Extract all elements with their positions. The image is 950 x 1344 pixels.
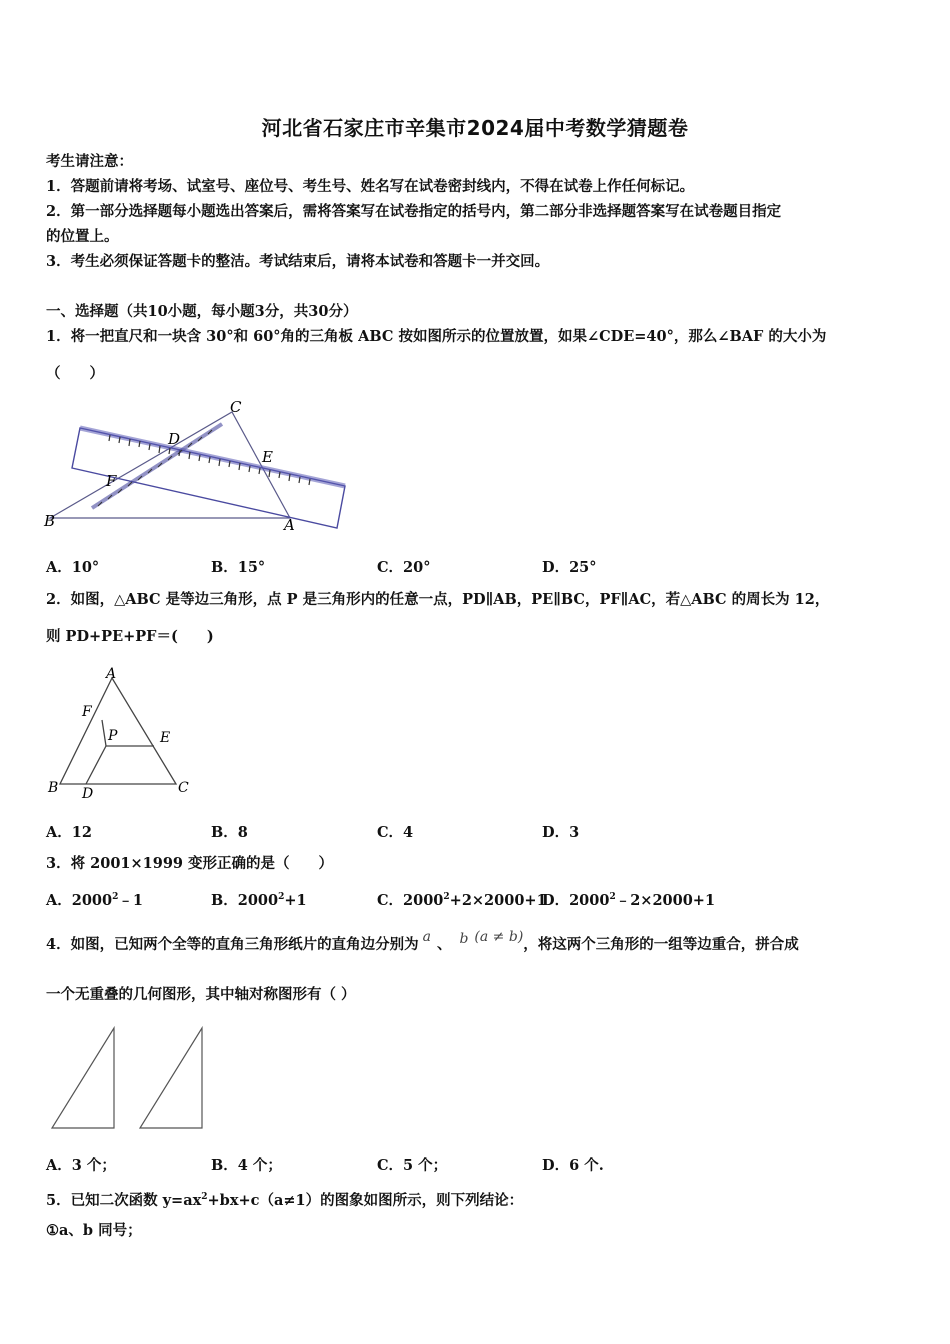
q1-figure	[40, 396, 360, 536]
notice-item-1: 1．答题前请将考场、试室号、座位号、考生号、姓名写在试卷密封线内，不得在试卷上作任何标记。	[46, 178, 695, 195]
q4-math-b: b	[459, 931, 469, 947]
q3-stem: 3．将 2001×1999 变形正确的是（ ）	[46, 855, 334, 872]
notice-item-2-cont: 的位置上。	[46, 228, 119, 245]
q4-math-cond: (a ≠ b)	[474, 929, 524, 945]
q1-option-d[interactable]: D．25°	[542, 559, 597, 576]
notice-item-2: 2．第一部分选择题每小题选出答案后，需将答案写在试卷指定的括号内，第二部分非选择题答案写在试卷题目指定	[46, 203, 782, 220]
q2-option-d[interactable]: D．3	[542, 824, 580, 841]
q1-option-c[interactable]: C．20°	[377, 559, 431, 576]
q1-stem-bracket: （ ）	[46, 365, 104, 382]
q5-stem: 5．已知二次函数 $y=ax^2+bx+c(a\ne 1)$的图象如图所示，则下列结论：	[46, 1191, 524, 1209]
q4-triangle-2	[140, 1028, 202, 1128]
q1-option-b[interactable]: B．15°	[211, 559, 266, 576]
q1-label-e: E	[262, 448, 273, 466]
q2-label-e: E	[160, 730, 171, 746]
q2-label-b: B	[48, 780, 59, 796]
section-heading: 一、选择题（共10小题，每小题3分，共30分）	[46, 303, 358, 320]
q2-figure	[40, 664, 200, 804]
q4-math-a: a	[422, 929, 431, 945]
q1-option-a[interactable]: A．10°	[46, 559, 100, 576]
q1-stem: 1．将一把直尺和一块含 30°和 60°角的三角板 ABC 按如图所示的位置放置，如果∠CDE=40°，那么∠BAF 的大小为	[46, 328, 827, 345]
q4-option-d[interactable]: D．6 个.	[542, 1157, 604, 1174]
q2-label-f: F	[82, 704, 92, 720]
q3-option-a[interactable]: A．2000$^2$﹣1	[46, 892, 143, 909]
q2-label-c: C	[178, 780, 189, 796]
q2-option-a[interactable]: A．12	[46, 824, 92, 841]
q1-label-f: F	[106, 472, 117, 490]
q4-option-a[interactable]: A．3 个；	[46, 1157, 116, 1174]
notice-item-3: 3．考生必须保证答题卡的整洁。考试结束后，请将本试卷和答题卡一并交回。	[46, 253, 550, 270]
q4-option-b[interactable]: B．4 个；	[211, 1157, 282, 1174]
q2-label-d: D	[82, 786, 94, 802]
q2-label-p: P	[108, 728, 118, 744]
q2-option-c[interactable]: C．4	[377, 824, 414, 841]
q3-option-c[interactable]: C．$2000^2+2\times 2000+1$	[377, 892, 547, 909]
q5-item-1: ①a、b 同号；	[46, 1222, 142, 1239]
q4-figure	[40, 1020, 220, 1132]
q3-option-b[interactable]: B．$2000^2+1$	[211, 892, 307, 909]
q2-label-a: A	[106, 666, 117, 682]
q1-label-a: A	[284, 516, 295, 534]
q2-stem-line2: 则 PD+PE+PF＝( )	[46, 628, 214, 645]
q2-stem: 2．如图，△ABC 是等边三角形，点 P 是三角形内的任意一点，PD∥AB，PE∥BC，PF∥AC，若△ABC 的周长为 12，	[46, 591, 830, 608]
q4-option-c[interactable]: C．5 个；	[377, 1157, 448, 1174]
q4-stem-line2: 一个无重叠的几何图形，其中轴对称图形有（ ）	[46, 986, 356, 1003]
page-title: 河北省石家庄市辛集市2024届中考数学猜题卷	[261, 116, 689, 140]
q1-label-d: D	[168, 430, 181, 448]
q2-triangle	[60, 678, 176, 784]
q1-label-b: B	[44, 512, 56, 530]
q4-triangle-1	[52, 1028, 114, 1128]
notice-heading: 考生请注意：	[46, 153, 133, 170]
q3-option-d[interactable]: D．$2000^2﹣2\times 2000+1$	[542, 892, 716, 909]
q1-label-c: C	[230, 398, 242, 416]
q2-option-b[interactable]: B．8	[211, 824, 248, 841]
q4-stem: 4．如图，已知两个全等的直角三角形纸片的直角边分别为 a 、 b (a ≠ b)，将这两个三角形的一组等边重合，拼合成	[46, 929, 799, 953]
